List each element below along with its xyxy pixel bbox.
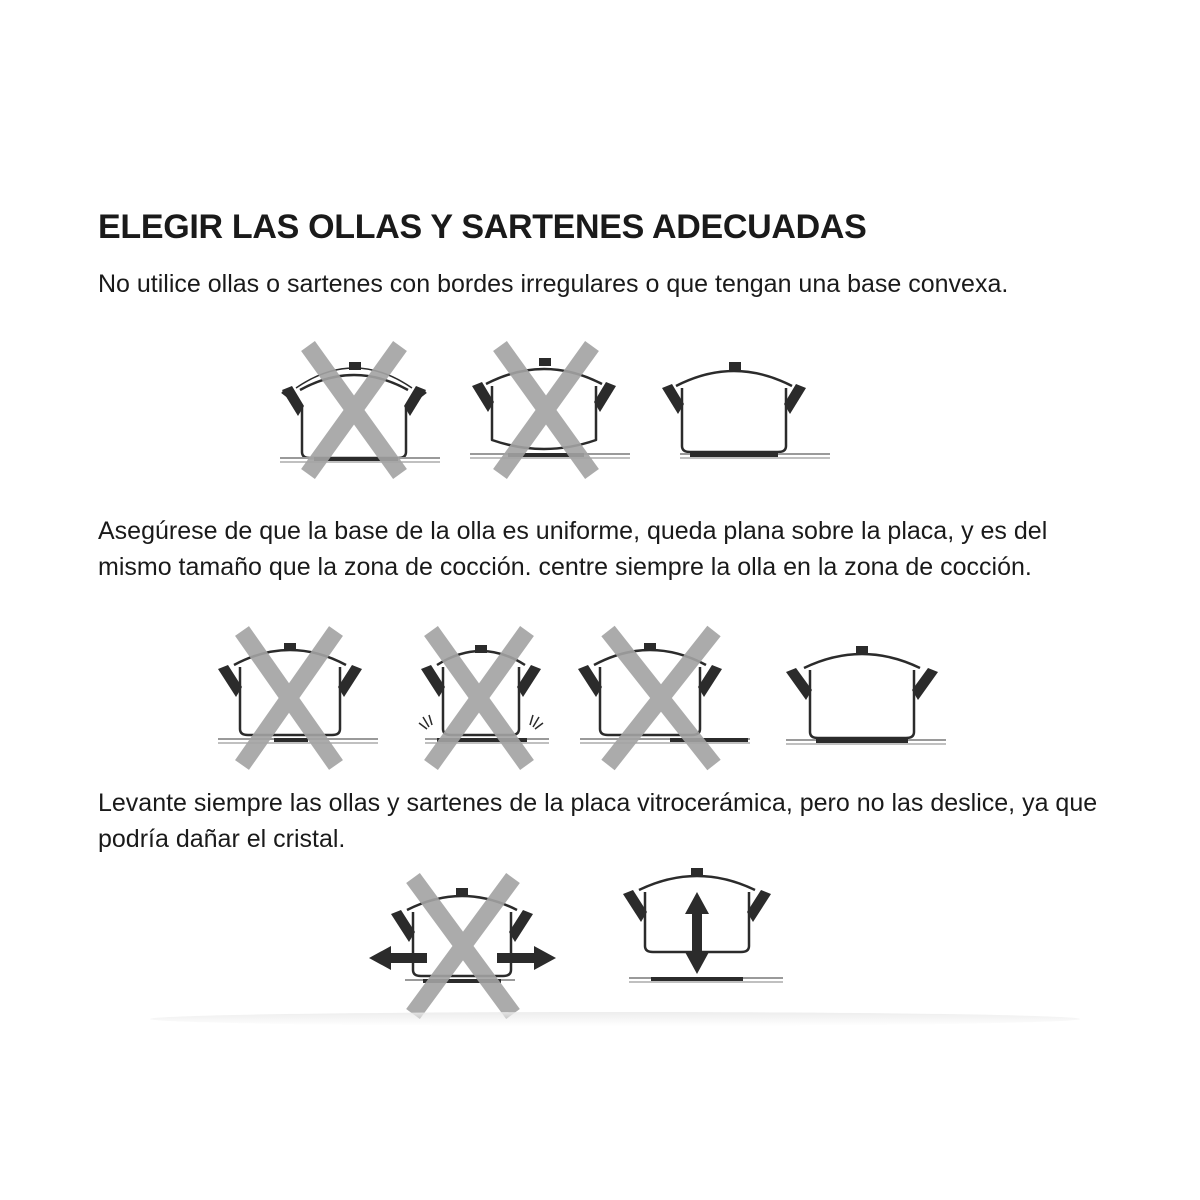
pot-lifting-illustration (615, 860, 785, 990)
pot-uneven-base-illustration (415, 625, 550, 770)
page-shadow (150, 1012, 1080, 1026)
pot-correct-illustration (650, 350, 830, 470)
cross-mark (413, 878, 513, 1014)
pot-correct-centered-illustration (780, 640, 950, 755)
pot-irregular-edges-illustration (270, 340, 450, 480)
paragraph-irregular-edges: No utilice ollas o sartenes con bordes irregulares o que tengan una base convexa. (98, 270, 1009, 298)
arrow-up-down-icon (685, 892, 709, 974)
paragraph-lift-pots: Levante siempre las ollas y sartenes de la placa vitrocerámica, pero no las deslice, ya que podría dañar el cristal. (98, 789, 1098, 853)
pot-convex-base-illustration (460, 340, 640, 480)
arrow-right-icon (497, 946, 556, 970)
arrow-left-icon (369, 946, 427, 970)
page-title: ELEGIR LAS OLLAS Y SARTENES ADECUADAS (98, 208, 867, 246)
pot-base-too-small-illustration (210, 625, 380, 770)
pot-off-center-illustration (572, 625, 752, 770)
pot-sliding-illustration (365, 870, 560, 1020)
paragraph-flat-base: Asegúrese de que la base de la olla es uniforme, queda plana sobre la placa, y es del mismo tamaño que la zona de cocción. centre siempre la olla en la zona de cocción. (98, 517, 1048, 581)
